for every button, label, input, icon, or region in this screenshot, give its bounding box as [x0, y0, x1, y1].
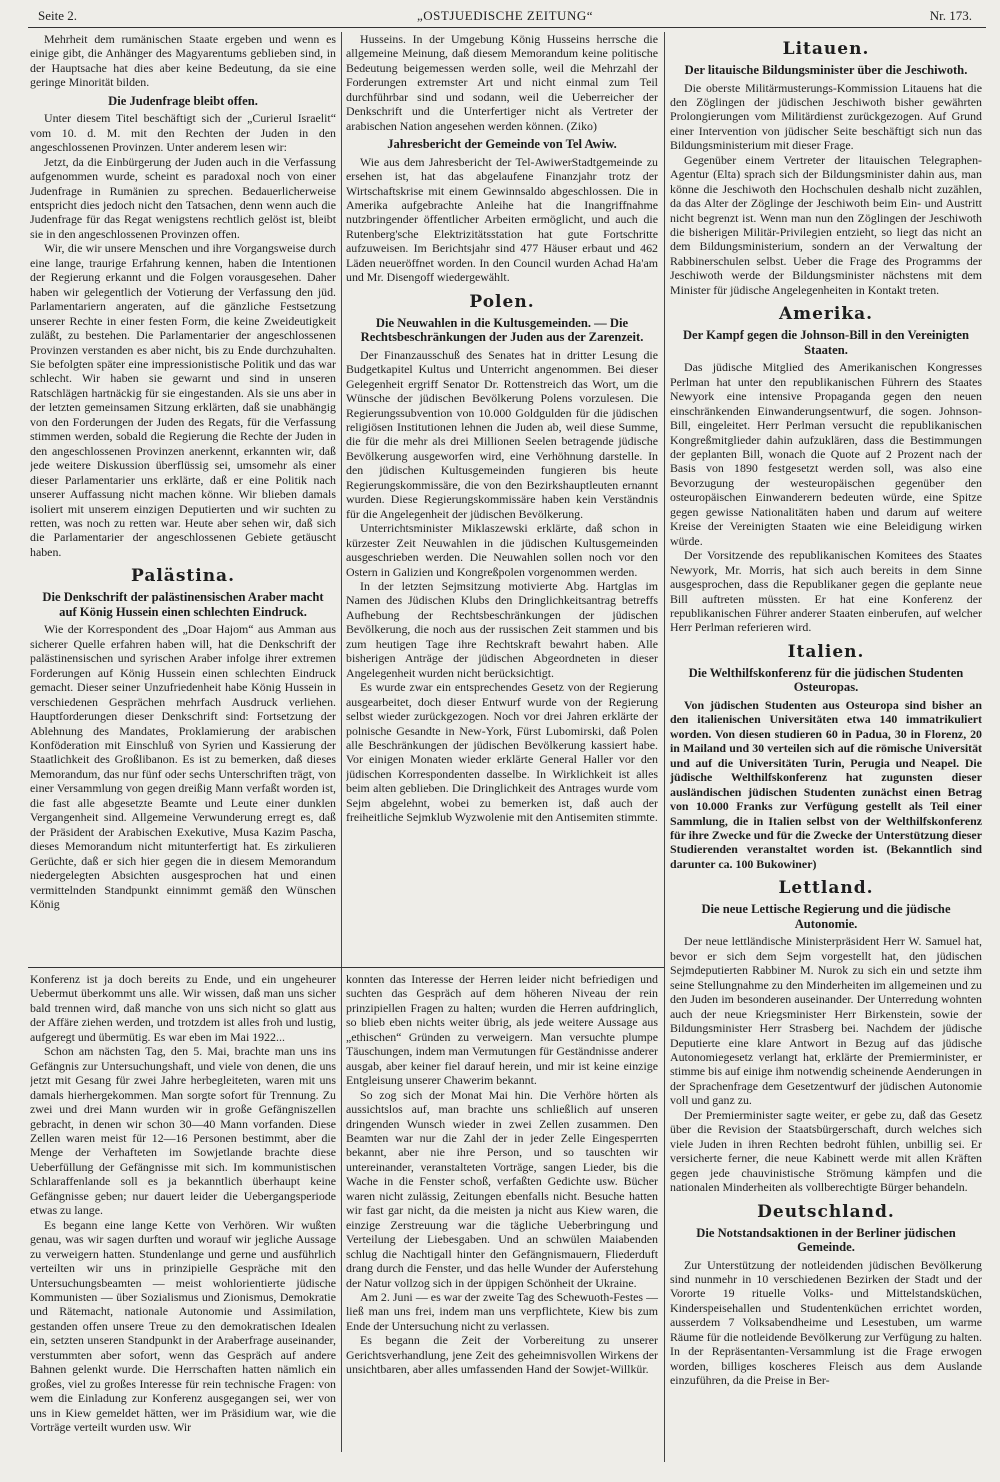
newspaper-title: „OSTJUEDISCHE ZEITUNG“ [416, 8, 593, 23]
article-paragraph: Wie der Korrespondent des „Doar Hajom“ aus Amman aus sicherer Quelle erfahren haben will, hat die Denkschrift der palästinensischen und syrischen Araber infolge ihrer extremen Forderungen auf König Hussein einen schlechten Eindruck gemacht. Dieser seiner Unzufriedenheit habe König Hussein in verschiedenen Gesprächen mehrfach Ausdruck verliehen. Hauptforderungen dieser Denkschrift sind: Fortsetzung der Ablehnung des Mandates, Proklamierung der arabischen Konföderation mit Einschluß von Syrien und Kassierung der Staatlichkeit des Großlibanon. Es ist zu bemerken, daß dieses Memorandum, das nur fünf oder sechs Unterschriften trägt, von einer Versammlung von gegen dreißig Mann verfaßt worden ist, die fast alle abgesetzte Beamte und Leute einer dunklen Vergangenheit sind. Allgemeine Verwunderung erregt es, daß der Präsident der Arabischen Exekutive, Musa Kazim Pascha, dieses Memorandum nicht mitunterfertigt hat. Es zirkulieren Gerüchte, daß er sich hier gegen die in diesem Memorandum niedergelegten Absichten ausgesprochen hat und einen vermittelnden Standpunkt einnimmt gemäß den Wünschen König [30, 622, 336, 911]
article-paragraph: konnten das Interesse der Herren leider nicht befriedigen und suchten das Gespräch auf dem höheren Niveau der rein prinzipiellen Fragen zu halten; wurden die Herren aufdringlich, so blieb eben nichts weiter übrig, als jede weitere Aussage aus „ethischen“ Gründen zu verweigern. Man versuchte plumpe Täuschungen, indem man Vermutungen für Geständnisse anderer ausgab, aber keiner fiel darauf herein, und mir ist keine einzige Entgleisung unserer Chawerim bekannt. [346, 972, 658, 1088]
section-title: Lettland. [778, 878, 874, 899]
section-divider [28, 967, 664, 968]
article-paragraph: Das jüdische Mitglied des Amerikanischen Kongresses Perlman hat unter den republikanischen Führern des Staates Newyork eine intensive Propaganda gegen den neuen einschränkenden Einwanderungsentwurf, die sogen. Johnson-Bill, eingeleitet. Herr Perlman versucht die republikanischen Kongreßmitglieder dahin aufzuklären, dass die Bestimmungen der geplanten Bill, wonach die Quote auf 2 Prozent nach der Basis von 1890 festgesetzt werden soll, was also eine Bevorzugung der westeuropäischen gegenüber den osteuropäischen Einwanderern bedeuten würde, eine Spitze gegen gewisse Nationalitäten haben und darum auf weitere Kreise der Vereinigten Staaten wie eine Beleidigung wirken würde. [670, 360, 982, 548]
column-bottom-middle [346, 972, 658, 1452]
section-title: Amerika. [778, 304, 874, 325]
article-headline: Der litauische Bildungsminister über die Jeschiwoth. [684, 63, 968, 77]
article-paragraph: So zog sich der Monat Mai hin. Die Verhöre hörten als aussichtslos auf, man brachte uns schließlich auf unseren dringenden Wunsch wieder in zwei Zellen zusammen. Den Beamten war nur die Zahl der in jeder Zelle Eingesperrten bekannt, aber nie ihre Person, und so tauschten wir untereinander, veranstalteten Vorträge, sangen Lieder, bis die Wache in die Fenster schoß, verfaßten Gedichte usw. Bücher waren nicht zulässig, Zeitungen ebenfalls nicht. Besuche hatten wir fast gar nicht, da die meisten ja nicht aus Kiew waren, die einzige Zerstreuung war die tägliche Ueberbringung und Verteilung der Liebesgaben. Und an schwülen Maiabenden schlug die Nachtigall hinter den Gefängnismauern, Fliederduft drang durch die Fenster, und das helle Wunder der Auferstehung der Natur vollzog sich in der üppigen Schönheit der Ukraine. [346, 1087, 658, 1290]
article-paragraph: Konferenz ist ja doch bereits zu Ende, und ein ungeheurer Uebermut überkommt uns alle. Wir wissen, daß man uns sicher bald trennen wird, daß manche von uns sich nicht so glatt aus der Affäre ziehen werden, und trotzdem ist alles froh und lustig, aufgeregt und übermütig. Es war eben im Mai 1922... [30, 972, 336, 1044]
article-headline: Die neue Lettische Regierung und die jüdische Autonomie. [701, 902, 951, 931]
article-paragraph: Es begann eine lange Kette von Verhören. Wir wußten genau, was wir sagen durften und worauf wir jegliche Aussage zu verweigern hatten. Stundenlange und gerne und ausführlich verteilten wir uns in prinzipielle Gespräche mit den Untersuchungsbeamten — meist wohlorientierte jüdische Kommunisten — über Sozialismus und Zionismus, Demokratie und Rätemacht, nationale Autonomie und Assimilation, gestanden offen unsere Treue zu den demokratischen Idealen ein, setzten unseren Standpunkt in der Araberfrage auseinander, verstummten aber sofort, wenn das Gespräch auf andere Bahnen gelenkt wurde. Die Herrschaften hatten nämlich ein großes, viel zu großes Interesse für rein technische Fragen: von wem die Einladung zur Konferenz ausgegangen sei, wer von uns in Kiew gemeldet hätten, wer im Präsidium war, wie die Vorträge verteilt wurden usw. Wir [30, 1217, 336, 1435]
page-header [28, 6, 982, 26]
page-number: Seite 2. [38, 8, 77, 23]
article-paragraph: Die oberste Militärmusterungs-Kommission Litauens hat die den Zöglingen der jüdischen Jeschiwoth bisher gewährten Prolongierungen vom Militärdienst zurückgezogen. Auf Grund einer Intervention von jüdischer Seite beschäftigt sich nun das Bildungsministerium mit dieser Frage. [670, 80, 982, 153]
article-paragraph: Der Finanzausschuß des Senates hat in dritter Lesung die Budgetkapitel Kultus und Unterricht angenommen. Bei dieser Gelegenheit ergriff Senator Dr. Rottenstreich das Wort, um die Wünsche der jüdischen Bevölkerung Polens vorzulesen. Die Regierungssubvention von 10.000 Goldgulden für die jüdischen religiösen Institutionen lehnen die Juden ab, weil diese Summe, die für die mehr als drei Millionen Seelen betragende jüdische Bevölkerung ausgeworfen wird, eine Verhöhnung darstelle. In den jüdischen Kultusgemeinden fungieren bis heute Regierungskommissäre, die von den Bezirkshauptleuten ernannt wurden. Diese Regierungskommissäre haben kein Verständnis für die Angelegenheit der jüdischen Bevölkerung. [346, 347, 658, 521]
article-paragraph: Jetzt, da die Einbürgerung der Juden auch in die Verfassung aufgenommen wurde, scheint es paradoxal noch von einer Judenfrage in Rumänien zu sprechen. Bedauerlicherweise entspricht dies jedoch nicht den Tatsachen, denn wenn auch die Judenfrage für das Regat wenigstens rechtlich gelöst ist, bleibt sie in den angeschlossenen Provinzen offen. [30, 154, 336, 241]
article-paragraph: In der letzten Sejmsitzung motivierte Abg. Hartglas im Namen des Jüdischen Klubs den Dringlichkeitsantrag betreffs Aufhebung der Rechtsbeschränkungen der jüdischen Bevölkerung, die noch aus der russischen Zeit stammen und bis zum heutigen Tage ihre Rechtskraft bewahrt haben. Alle bisherigen Anträge der jüdischen Abgeordneten in dieser Angelegenheit wurden nicht berücksichtigt. [346, 579, 658, 680]
article-headline: Die Notstandsaktionen in der Berliner jüdischen Gemeinde. [696, 1225, 956, 1254]
article-paragraph: Schon am nächsten Tag, den 5. Mai, brachte man uns ins Gefängnis zur Untersuchungshaft, und viele von denen, die uns jetzt mit Gesang für zwei Jahre herbegleiteten, waren mit uns damals hierhergekommen. Man sorgte sofort für Trennung. Zu zwei und drei Mann wurden wir in große Gefängniszellen gebracht, in denen wir schon 30—40 Mann vorfanden. Diese Zellen waren meist für 12—16 Personen bestimmt, aber die Menge der Verhafteten im Sowjetlande brachte diese Ueberfüllung der Gefängnisse mit sich. Im kommunistischen Schlaraffenlande soll es ja bekanntlich überhaupt keine Gefängnisse geben; nur dauert leider die Uebergangsperiode etwas zu lange. [30, 1044, 336, 1218]
article-paragraph: Zur Unterstützung der notleidenden jüdischen Bevölkerung sind nunmehr in 10 verschiedenen Bezirken der Stadt und der Vororte 19 rituelle Volks- und Mittelstandsküchen, Kinderspeisehallen und Studentenküchen errichtet worden, ausserdem 7 Volksabendheime und Lesestuben, um warme Räume für die notleidende Bevölkerung zur Verfügung zu halten. In der Repräsentanten-Versammlung ist die Frage erwogen worden, billiges koscheres Fleisch aus dem Auslande einzuführen, da die Preise in Ber- [670, 1257, 982, 1388]
article-headline: Der Kampf gegen die Johnson-Bill in den Vereinigten Staaten. [682, 328, 970, 357]
column-divider [664, 32, 665, 1462]
article-headline: Die Denkschrift der palästinensischen Araber macht auf König Hussein einen schlechten Eindruck. [42, 590, 324, 619]
article-paragraph: Der Premierminister sagte weiter, er gebe zu, daß das Gesetz über die Revision der Staatsbürgerschaft, durch welches sich viele Juden in ihren Rechten bedroht fühlen, unbillig sei. Er versicherte ferner, die neue Kabinett werde mit allen Kräften gegen jede chauvinistische Strömung kämpfen und die nationalen Minderheiten als vollberechtigte Bürger behandeln. [670, 1107, 982, 1195]
column-right [670, 32, 982, 1466]
article-paragraph: Husseins. In der Umgebung König Husseins herrsche die allgemeine Meinung, daß diesem Memorandum keine politische Bedeutung beigemessen werden solle, weil die Mehrzahl der Forderungen extremster Art und nicht einmal zum Teil durchführbar sind und sodann, weil die Ueberreicher der Denkschrift und die Unterfertiger nicht als Vertreter der arabischen Nation angesehen werden können. (Ziko) [346, 32, 658, 133]
section-title: Polen. [469, 291, 535, 312]
article-headline: Die Welthilfskonferenz für die jüdischen Studenten Osteuropas. [688, 665, 964, 695]
column-divider [341, 32, 342, 1452]
article-paragraph: Wie aus dem Jahresbericht der Tel-AwiwerStadtgemeinde zu ersehen ist, hat das abgelaufene Finanzjahr trotz der Wirtschaftskrise mit einem Gewinnsaldo abgeschlossen. Die in Amerika aufgebrachte Anleihe hat die Inangriffnahme nutzbringender öffentlicher Arbeiten ermöglicht, und auch die Rutenberg'sche Elektrizitätsstation hat gute Fortschritte aufzuweisen. Im Berichtsjahr sind 477 Häuser erbaut und 462 Läden neueröffnet worden. In den Council wurden Achad Ha'am und Mr. Disengoff wiedergewählt. [346, 154, 658, 285]
article-paragraph: Mehrheit dem rumänischen Staate ergeben und wenn es einige gibt, die Anhänger des Magyarentums geblieben sind, in der Hauptsache hat dies aber keine Bedeutung, da sie eine geringe Minorität bilden. [30, 32, 336, 90]
article-paragraph: Wir, die wir unsere Menschen und ihre Vorgangsweise durch eine lange, traurige Erfahrung kennen, haben die Intentionen der Regierung erkannt und die Folgen vorausgesehen. Daher haben wir gelegentlich der Votierung der Verfassung den jüd. Parlamentariern angeraten, auf die gänzliche Festsetzung unserer Rechte in einer festen Form, die keine Zweideutigkeit zuläßt, zu bestehen. Die Parlamentarier der angeschlossenen Provinzen verstanden es aber nicht, bis zu Ende durchzuhalten. Sie befolgten später eine impressionistische Politik und das war schlecht. Wir haben sie gewarnt und sind in unseren Ratschlägen hartnäckig für sie eingestanden. Als sie uns aber in der letzten gemeinsamen Sitzung erklärten, daß sie unabhängig von den Forderungen der Juden des Regats, für die Verfassung stimmen werden, sobald die Regierung die Rechte der Juden in den angeschlossenen Provinzen anerkennt, erkannten wir, daß jede weitere Diskussion überflüssig sei, umsomehr als einer dieser Parlamentarier uns erklärte, daß er eine Politik nach unserer Auffassung nicht machen könne. Wir blieben damals isoliert mit unserem einzigen Deputierten und wir suchten zu retten, was noch zu retten war. Heute aber sehen wir, daß sich die Parlamentarier der angeschlossenen Gebiete getäuscht haben. [30, 241, 336, 559]
article-paragraph: Der neue lettländische Ministerpräsident Herr W. Samuel hat, bevor er sich dem Sejm vorgestellt hat, den jüdischen Sejmdeputierten Rabbiner M. Nurok zu sich ein und setzte ihm seine Stellungnahme zu den Minderheiten im allgemeinen und zu den Juden im besonderen auseinander. Der Unterredung wohnten auch der neue Kriegsminister Herr Birkenstein, sowie der Bildungsminister Herr Strasberg bei. Nachdem der jüdische Deputierte eine klare Antwort in Bezug auf das jüdische Autonomiegesetz verlangt hat, erklärte der Premierminister, er stimme bis auf einige ihm notwendig scheinende Aenderungen in der Sprachenfrage dem Gesetzentwurf der jüdischen Autonomie voll und ganz zu. [670, 934, 982, 1108]
header-rule [28, 27, 986, 28]
column-top-left [30, 32, 336, 964]
column-bottom-left [30, 972, 336, 1452]
section-title: Italien. [787, 641, 865, 662]
article-paragraph: Von jüdischen Studenten aus Osteuropa sind bisher an den italienischen Universitäten etwa 140 immatrikuliert worden. Von diesen studieren 60 in Padua, 30 in Florenz, 20 in Mailand und 30 verteilen sich auf die römische Universität und auf die Universitäten Turin, Perugia und Neapel. Die jüdische Welthilfskonferenz hat zugunsten dieser ausländischen jüdischen Studenten zunächst einen Betrag von 10.000 Franks zur Verfügung gestellt als Teil einer Sammlung, die in Italien selbst von der Welthilfskonferenz für ihre Zwecke und für die Zwecke der Unterstützung dieser Studierenden veranstaltet worden ist. (Bekanntlich sind darunter ca. 100 Bukowiner) [670, 697, 982, 871]
article-paragraph: Am 2. Juni — es war der zweite Tag des Schewuoth-Festes — ließ man uns frei, indem man uns verpflichtete, Kiew bis zum Ende der Untersuchung nicht zu verlassen. [346, 1289, 658, 1333]
issue-number: Nr. 173. [929, 8, 972, 23]
article-paragraph: Gegenüber einem Vertreter der litauischen Telegraphen-Agentur (Elta) sprach sich der Bildungsminister dahin aus, man könne die Jeschiwoth den Hochschulen deshalb nicht zuzählen, da das Alter der Zöglinge der Jeschiwoth beim Ein- und Austritt nicht begrenzt ist. Wenn man nun den Zöglingen der Jeschiwoth die bisherigen Militär-Privilegien entzieht, so liegt das nicht an dem Bildungsministerium, sondern an der Verwaltung der Rabbinerschulen selbst. Ueber die Frage des Programms der Jeschiwoth werde der Bildungsminister nächstens mit dem Minister für jüdische Angelegenheiten in Kontakt treten. [670, 152, 982, 297]
article-headline: Die Neuwahlen in die Kultusgemeinden. — Die Rechtsbeschränkungen der Juden aus der Zarenzeit. [360, 315, 644, 345]
article-headline: Die Judenfrage bleibt offen. [108, 93, 258, 108]
article-paragraph: Es begann die Zeit der Vorbereitung zu unserer Gerichtsverhandlung, jene Zeit des geheimnisvollen Wirkens der unsichtbaren, aber alles umfassenden Hand der Sowjet-Willkür. [346, 1333, 658, 1377]
section-title: Litauen. [782, 39, 870, 59]
article-paragraph: Es wurde zwar ein entsprechendes Gesetz von der Regierung ausgearbeitet, doch dieser Entwurf wurde von der Regierung selbst wieder zurückgezogen. Noch vor drei Jahren erklärte der polnische Gesandte in New-York, Fürst Lubomirski, daß Polen alle Beschränkungen der jüdischen Bevölkerung kassiert habe. Vor einigen Monaten wieder erklärte General Haller vor den jüdischen Korrespondenten dasselbe. In Wirklichkeit ist alles beim alten geblieben. Die Dringlichkeit des Antrages wurde vom Sejm abgelehnt, wobei zu bemerken ist, daß auch der freiheitliche Sejmklub Wyzwolenie mit den Antisemiten stimmte. [346, 680, 658, 825]
section-title: Palästina. [131, 566, 235, 587]
article-headline: Jahresbericht der Gemeinde von Tel Awiw. [387, 137, 617, 152]
article-paragraph: Der Vorsitzende des republikanischen Komitees des Staates Newyork, Mr. Morris, hat sich auch bereits in dem Sinne ausgesprochen, dass die Republikaner gegen die geplante neue Bill auftreten müssten. Er hat eine Konferenz der republikanischen Führer anderer Staaten einberufen, auf welcher Herr Perlman referieren wird. [670, 548, 982, 635]
column-top-middle [346, 32, 658, 964]
section-title: Deutschland. [757, 1201, 895, 1222]
article-paragraph: Unter diesem Titel beschäftigt sich der „Curierul Israelit“ vom 10. d. M. mit den Rechten der Juden in den angeschlossenen Provinzen. Unter anderem lesen wir: [30, 111, 336, 155]
article-paragraph: Unterrichtsminister Miklaszewski erklärte, daß schon in kürzester Zeit Neuwahlen in die jüdischen Kultusgemeinden ausgeschrieben werden. Die Neuwahlen sollen noch vor den Ostern in Galizien und Kongreßpolen vorgenommen werden. [346, 521, 658, 579]
